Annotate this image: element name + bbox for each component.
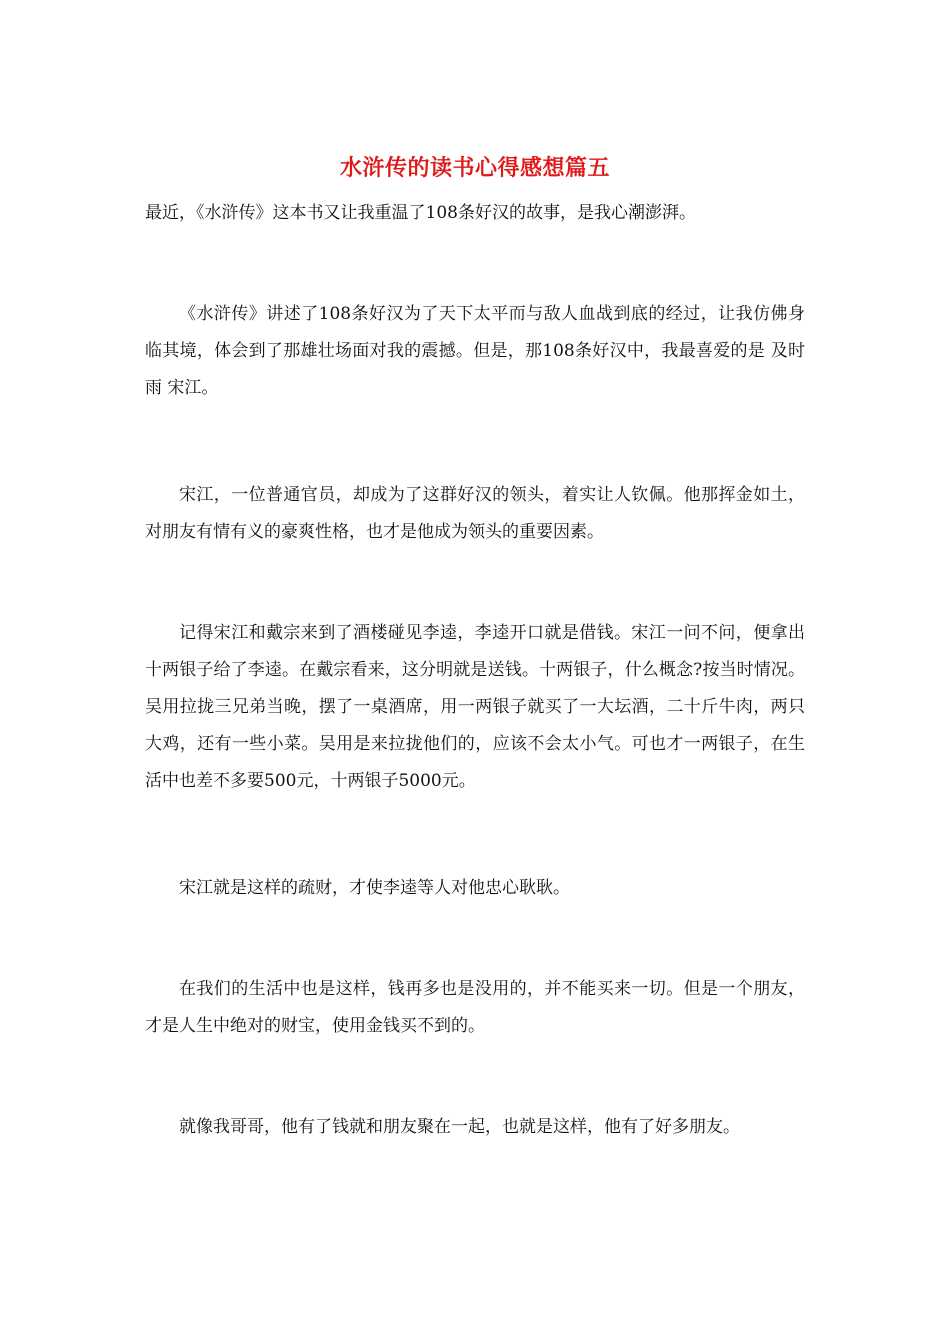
paragraph-li-kui-story: 记得宋江和戴宗来到了酒楼碰见李逵，李逵开口就是借钱。宋江一问不问，便拿出十两银子给了李逵。在戴宗看来，这分明就是送钱。十两银子，什么概念?按当时情况。吴用拉拢三兄弟当晚，摆了一桌酒席，用一两银子就买了一大坛酒，二十斤牛肉，两只大鸡，还有一些小菜。吴用是来拉拢他们的，应该不会太小气。可也才一两银子，在生活中也差不多要500元，十两银子5000元。 <box>145 623 805 791</box>
paragraph-story-summary: 《水浒传》讲述了108条好汉为了天下太平而与敌人血战到底的经过，让我仿佛身临其境，体会到了那雄壮场面对我的震撼。但是，那108条好汉中，我最喜爱的是 及时雨 宋江。 <box>145 304 805 398</box>
paragraph-brother: 就像我哥哥，他有了钱就和朋友聚在一起，也就是这样，他有了好多朋友。 <box>179 1117 740 1137</box>
document-title: 水浒传的读书心得感想篇五 <box>339 155 610 181</box>
paragraph-life-lesson: 在我们的生活中也是这样，钱再多也是没用的，并不能买来一切。但是一个朋友，才是人生中绝对的财宝，使用金钱买不到的。 <box>145 979 805 1036</box>
paragraph-song-jiang: 宋江，一位普通官员，却成为了这群好汉的领头，着实让人钦佩。他那挥金如土，对朋友有情有义的豪爽性格，也才是他成为领头的重要因素。 <box>145 485 805 542</box>
paragraph-intro: 最近，《水浒传》这本书又让我重温了108条好汉的故事，是我心潮澎湃。 <box>145 203 696 223</box>
paragraph-generosity: 宋江就是这样的疏财，才使李逵等人对他忠心耿耿。 <box>179 878 570 898</box>
